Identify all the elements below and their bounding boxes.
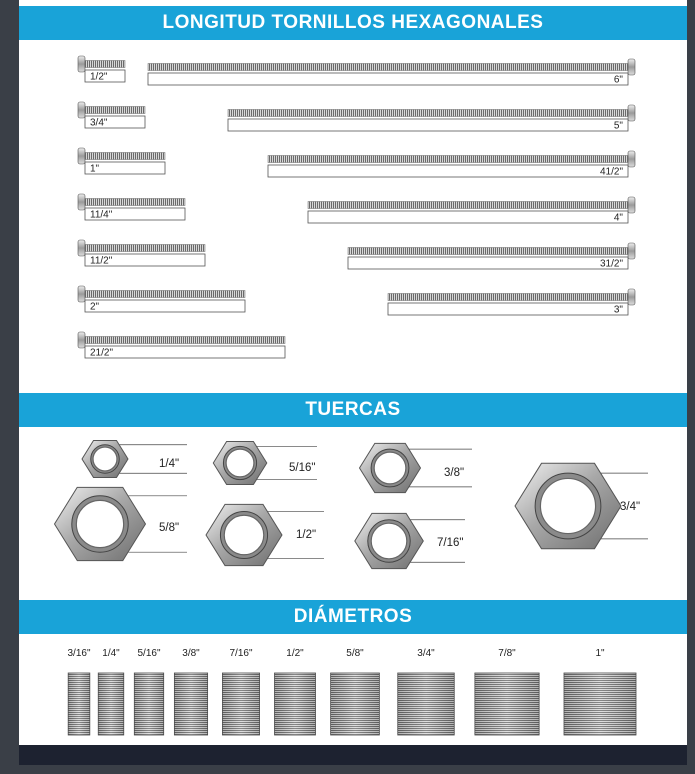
diameter-rod-shade [222, 673, 259, 735]
diameter-label: 5/16" [137, 648, 161, 659]
nut-hole [224, 515, 264, 555]
nuts-header: TUERCAS [19, 393, 687, 427]
screw-shaft [388, 294, 628, 301]
screw-right-2 [268, 151, 635, 178]
diameter-rod-7 [398, 648, 455, 735]
screw-left-1 [78, 102, 145, 129]
nut-label: 3/4" [620, 501, 641, 513]
screw-shaft [85, 61, 125, 68]
nuts-group [55, 441, 649, 569]
screws-right-group [148, 59, 635, 316]
screw-length-header: LONGITUD TORNILLOS HEXAGONALES [19, 6, 687, 40]
diameter-label: 7/16" [229, 648, 253, 659]
screw-head [78, 240, 85, 256]
diameter-rod-shade [98, 673, 124, 735]
nut-label: 3/8" [444, 467, 465, 479]
diameter-rod-shade [134, 673, 163, 735]
screw-left-6 [78, 332, 285, 359]
nut-hole [371, 523, 407, 559]
screw-shaft [85, 291, 245, 298]
diameter-rod-1 [98, 648, 124, 735]
screw-right-0 [148, 59, 635, 86]
screw-label: 41/2" [599, 166, 623, 178]
diameter-rod-shade [331, 673, 380, 735]
nut-hole [540, 478, 595, 533]
screw-shaft [148, 64, 628, 71]
screw-left-0 [78, 56, 125, 83]
screw-head [78, 286, 85, 302]
screws-left-group [78, 56, 285, 359]
diameter-rod-shade [564, 673, 636, 735]
screw-shaft [308, 202, 628, 209]
screw-head [628, 243, 635, 259]
screw-label: 11/4" [90, 209, 113, 221]
nut-4 [55, 487, 188, 560]
screw-shaft [85, 337, 285, 344]
diameter-label: 3/16" [67, 648, 91, 659]
diameters-header: DIÁMETROS [19, 600, 687, 634]
nut-2 [360, 443, 473, 492]
screw-label-box [228, 119, 628, 131]
screw-head [78, 332, 85, 348]
nut-label: 7/16" [437, 537, 464, 549]
screw-shaft [268, 156, 628, 163]
screw-head [78, 194, 85, 210]
diameter-rod-shade [475, 673, 539, 735]
catalog-page [19, 0, 687, 765]
screw-left-2 [78, 148, 165, 175]
screw-right-1 [228, 105, 635, 132]
screw-label-box [148, 73, 628, 85]
diameter-label: 1/4" [102, 648, 120, 659]
diameter-rod-4 [222, 648, 259, 735]
diameter-rod-6 [331, 648, 380, 735]
screw-left-5 [78, 286, 245, 313]
screw-label-box [85, 346, 285, 358]
nut-5 [206, 504, 324, 565]
screw-shaft [85, 107, 145, 114]
screw-shaft [85, 245, 205, 252]
diameter-rod-5 [275, 648, 316, 735]
nut-6 [355, 513, 465, 568]
screw-head [78, 56, 85, 72]
screw-head [78, 102, 85, 118]
screw-label-box [268, 165, 628, 177]
screw-head [628, 289, 635, 305]
screw-label-box [388, 303, 628, 315]
screw-shaft [228, 110, 628, 117]
nut-hole [93, 447, 117, 471]
nut-hole [374, 452, 406, 484]
diameter-rod-8 [475, 648, 539, 735]
screw-right-4 [348, 243, 635, 270]
diameter-label: 3/4" [417, 648, 435, 659]
screw-label-box [85, 300, 245, 312]
screw-left-4 [78, 240, 205, 267]
screw-label: 2" [90, 301, 100, 313]
nut-label: 1/4" [159, 458, 180, 470]
diameter-rod-0 [67, 648, 90, 735]
screw-head [628, 197, 635, 213]
nut-label: 1/2" [296, 529, 317, 541]
screw-label-box [308, 211, 628, 223]
diameter-rod-shade [174, 673, 207, 735]
nut-0 [82, 441, 187, 478]
diameter-rod-shade [398, 673, 455, 735]
diameter-label: 3/8" [182, 648, 200, 659]
nut-1 [213, 442, 317, 485]
screw-right-3 [308, 197, 635, 224]
diameter-rod-shade [275, 673, 316, 735]
diameter-rod-9 [564, 648, 636, 735]
screw-label: 11/2" [90, 255, 113, 267]
screw-label-box [348, 257, 628, 269]
screw-label: 6" [613, 74, 623, 86]
screw-label: 1" [90, 163, 100, 175]
screw-label: 31/2" [599, 258, 623, 270]
screw-left-3 [78, 194, 185, 221]
diameter-label: 7/8" [498, 648, 516, 659]
diameter-label: 1" [595, 648, 605, 659]
screw-label: 4" [613, 212, 623, 224]
screw-label: 3" [613, 304, 623, 316]
diameter-rod-3 [174, 648, 207, 735]
screw-shaft [348, 248, 628, 255]
screw-label: 3/4" [90, 117, 108, 129]
screw-head [628, 105, 635, 121]
diameter-rod-2 [134, 648, 163, 735]
nut-label: 5/8" [159, 522, 180, 534]
nut-hole [226, 449, 254, 477]
screw-head [78, 148, 85, 164]
diameters-group [67, 648, 636, 735]
diameter-label: 1/2" [286, 648, 304, 659]
screw-label: 5" [613, 120, 623, 132]
screw-right-5 [388, 289, 635, 316]
diameter-rod-shade [68, 673, 90, 735]
screw-head [628, 151, 635, 167]
screw-label: 1/2" [90, 71, 108, 83]
nut-3 [515, 463, 648, 548]
catalog-illustrations [19, 0, 687, 765]
nut-label: 5/16" [289, 462, 316, 474]
screw-shaft [85, 153, 165, 160]
nut-hole [76, 500, 123, 547]
screw-head [628, 59, 635, 75]
diameter-label: 5/8" [346, 648, 364, 659]
screw-shaft [85, 199, 185, 206]
screw-label: 21/2" [90, 347, 114, 359]
